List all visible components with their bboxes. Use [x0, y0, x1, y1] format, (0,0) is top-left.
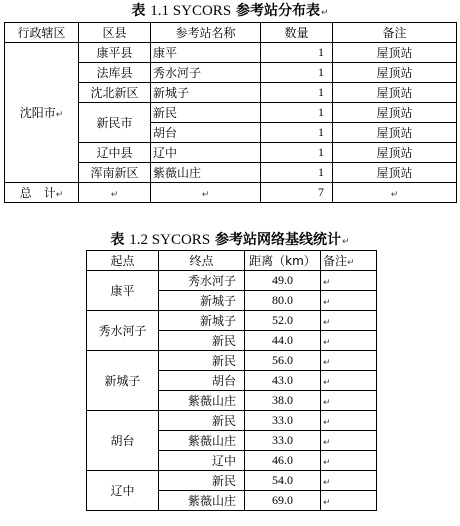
end-cell: 新民	[159, 331, 245, 351]
station-cell: 秀水河子	[151, 63, 261, 83]
note-cell: 屋顶站	[333, 43, 457, 63]
count-cell: 1	[261, 63, 333, 83]
header-note: 备注	[333, 23, 457, 43]
table1-caption	[0, 2, 460, 22]
return-arrow-icon: ↵	[323, 337, 331, 348]
end-cell: 紫薇山庄	[159, 391, 245, 411]
distance-cell: 33.0	[245, 431, 321, 451]
header-count: 数量	[261, 23, 333, 43]
end-cell: 新民	[159, 471, 245, 491]
return-arrow-icon: ↵	[323, 297, 331, 308]
caption-text: 参考站网络基线统计	[215, 232, 342, 248]
return-arrow-icon: ↵	[323, 437, 331, 448]
return-arrow-icon: ↵	[323, 457, 331, 468]
county-cell: 沈北新区	[79, 83, 151, 103]
end-cell: 辽中	[159, 451, 245, 471]
end-cell: 胡台	[159, 371, 245, 391]
station-cell: 康平	[151, 43, 261, 63]
empty-cell	[79, 183, 151, 203]
table-row	[87, 411, 377, 431]
table-row	[5, 43, 457, 63]
distance-cell: 49.0	[245, 271, 321, 291]
caption-number: 1.1 SYCORS	[150, 3, 232, 19]
end-cell: 新民	[159, 351, 245, 371]
caption-prefix: 表	[110, 232, 125, 248]
county-cell: 新民市	[79, 103, 151, 143]
end-cell: 新城子	[159, 311, 245, 331]
distance-cell: 54.0	[245, 471, 321, 491]
return-arrow-icon: ↵	[323, 357, 331, 368]
note-cell	[321, 351, 377, 371]
table-row	[87, 311, 377, 331]
return-arrow-icon: ↵	[323, 277, 331, 288]
return-arrow-icon: ↵	[55, 190, 64, 200]
table-row	[87, 271, 377, 291]
end-cell: 紫薇山庄	[159, 491, 245, 511]
count-cell: 1	[261, 83, 333, 103]
header-distance: 距离（km）	[245, 251, 321, 271]
start-cell: 秀水河子	[87, 311, 159, 351]
count-cell: 1	[261, 123, 333, 143]
return-arrow-icon: ↵	[323, 477, 331, 488]
note-cell: 屋顶站	[333, 103, 457, 123]
caption-text: 参考站分布表	[236, 3, 321, 19]
return-arrow-icon: ↵	[342, 237, 350, 247]
county-cell: 浑南新区	[79, 163, 151, 183]
note-cell	[321, 271, 377, 291]
note-cell	[321, 391, 377, 411]
table-row	[87, 351, 377, 371]
station-cell: 胡台	[151, 123, 261, 143]
note-cell	[321, 371, 377, 391]
distance-cell: 43.0	[245, 371, 321, 391]
end-cell: 紫薇山庄	[159, 431, 245, 451]
distance-cell: 46.0	[245, 451, 321, 471]
caption-number: 1.2 SYCORS	[129, 232, 211, 248]
count-cell: 1	[261, 103, 333, 123]
note-cell: 屋顶站	[333, 123, 457, 143]
station-distribution-table	[4, 22, 457, 203]
station-cell: 新民	[151, 103, 261, 123]
header-end: 终点	[159, 251, 245, 271]
return-arrow-icon: ↵	[323, 497, 331, 508]
note-cell: 屋顶站	[333, 163, 457, 183]
county-cell: 康平县	[79, 43, 151, 63]
total-label	[5, 183, 79, 203]
distance-cell: 56.0	[245, 351, 321, 371]
station-cell: 新城子	[151, 83, 261, 103]
return-arrow-icon: ↵	[323, 397, 331, 408]
header-note-text: 备注	[323, 254, 348, 268]
note-cell	[321, 291, 377, 311]
distance-cell: 80.0	[245, 291, 321, 311]
distance-cell: 33.0	[245, 411, 321, 431]
return-arrow-icon: ↵	[201, 189, 210, 200]
total-row	[5, 183, 457, 203]
end-cell: 新民	[159, 411, 245, 431]
count-cell: 1	[261, 163, 333, 183]
station-cell: 紫薇山庄	[151, 163, 261, 183]
baseline-statistics-table	[86, 250, 377, 511]
note-cell	[321, 431, 377, 451]
region-cell	[5, 43, 79, 183]
header-start: 起点	[87, 251, 159, 271]
table-header-row	[5, 23, 457, 43]
region-name: 沈阳市	[19, 106, 56, 120]
table-row	[87, 471, 377, 491]
note-cell	[321, 491, 377, 511]
return-arrow-icon: ↵	[323, 377, 331, 388]
total-label-text: 总 计	[19, 186, 56, 200]
table-header-row	[87, 251, 377, 271]
note-cell	[321, 311, 377, 331]
header-county: 区县	[79, 23, 151, 43]
return-arrow-icon: ↵	[321, 8, 329, 18]
return-arrow-icon: ↵	[110, 189, 119, 200]
station-cell: 辽中	[151, 143, 261, 163]
header-note	[321, 251, 377, 271]
empty-cell	[151, 183, 261, 203]
end-cell: 新城子	[159, 291, 245, 311]
table2-caption	[0, 231, 460, 251]
note-cell	[321, 331, 377, 351]
start-cell: 康平	[87, 271, 159, 311]
note-cell	[321, 451, 377, 471]
distance-cell: 52.0	[245, 311, 321, 331]
note-cell	[321, 411, 377, 431]
note-cell	[321, 471, 377, 491]
return-arrow-icon: ↵	[323, 317, 331, 328]
distance-cell: 69.0	[245, 491, 321, 511]
return-arrow-icon: ↵	[323, 417, 331, 428]
distance-cell: 38.0	[245, 391, 321, 411]
county-cell: 法库县	[79, 63, 151, 83]
count-cell: 1	[261, 143, 333, 163]
caption-prefix: 表	[131, 3, 146, 19]
start-cell: 新城子	[87, 351, 159, 411]
return-arrow-icon: ↵	[390, 189, 399, 200]
note-cell: 屋顶站	[333, 83, 457, 103]
empty-cell	[333, 183, 457, 203]
return-arrow-icon: ↵	[55, 110, 64, 120]
count-cell: 1	[261, 43, 333, 63]
total-count: 7	[261, 183, 333, 203]
header-station: 参考站名称	[151, 23, 261, 43]
note-cell: 屋顶站	[333, 63, 457, 83]
start-cell: 辽中	[87, 471, 159, 511]
end-cell: 秀水河子	[159, 271, 245, 291]
distance-cell: 44.0	[245, 331, 321, 351]
note-cell: 屋顶站	[333, 143, 457, 163]
county-cell: 辽中县	[79, 143, 151, 163]
header-region: 行政辖区	[5, 23, 79, 43]
return-arrow-icon: ↵	[347, 258, 355, 268]
start-cell: 胡台	[87, 411, 159, 471]
